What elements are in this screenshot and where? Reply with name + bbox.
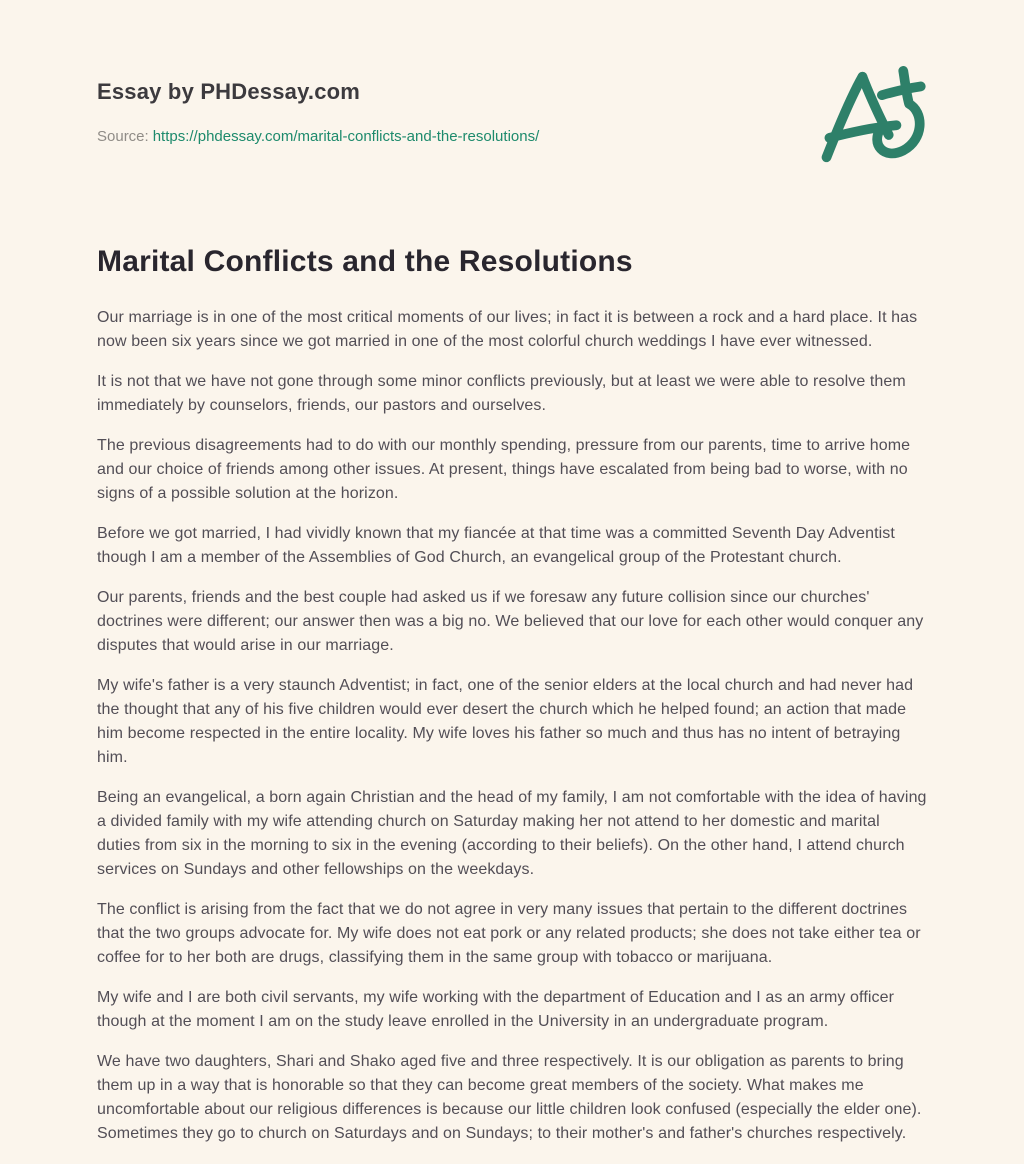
essay-title: Marital Conflicts and the Resolutions bbox=[97, 245, 633, 278]
essay-paragraph: It is not that we have not gone through some minor conflicts previously, but at least we were able to resolve them immediately by counselors, friends, our pastors and ourselves. bbox=[97, 373, 906, 414]
source-label: Source: bbox=[97, 128, 149, 145]
essay-paragraph: The previous disagreements had to do with our monthly spending, pressure from our parents, time to arrive home and our choice of friends among other issues. At present, things have escalated from being bad to worse, with no signs of a possible solution at the horizon. bbox=[97, 437, 911, 502]
essay-paragraph: We have two daughters, Shari and Shako aged five and three respectively. It is our obligation as parents to bring them up in a way that is honorable so that they can become great members of the society. What makes me uncomfortable about our religious differences is because our little children look confused (especially the elder one). Sometimes they go to church on Saturdays and on Sundays; to their mother's and father's churches respectively. bbox=[97, 1053, 922, 1142]
source-link[interactable]: https://phdessay.com/marital-conflicts-and-the-resolutions/ bbox=[152, 128, 540, 145]
essay-paragraph: Before we got married, I had vividly known that my fiancée at that time was a committed Seventh Day Adventist though I am a member of the Assemblies of God Church, an evangelical group of the Protestant church. bbox=[97, 525, 895, 566]
essay-paragraph: My wife and I are both civil servants, my wife working with the department of Education and I as an army officer though at the moment I am on the study leave enrolled in the University in an undergraduate program. bbox=[97, 989, 895, 1030]
essay-paragraph: My wife's father is a very staunch Adventist; in fact, one of the senior elders at the local church and had never had the thought that any of his five children would ever desert the church which he helped found; an action that made him become respected in the entire locality. My wife loves his father so much and thus has no intent of betraying him. bbox=[97, 677, 914, 766]
site-title: Essay by PHDessay.com bbox=[97, 79, 361, 104]
essay-paragraph: Being an evangelical, a born again Christian and the head of my family, I am not comfortable with the idea of having a divided family with my wife attending church on Saturday making her not attend to her domestic and marital duties from six in the morning to six in the evening (according to their beliefs). On the other hand, I attend church services on Sundays and other fellowships on the weekdays. bbox=[97, 789, 927, 878]
phdessay-logo bbox=[819, 66, 937, 168]
essay-body bbox=[97, 306, 927, 1146]
a-plus-logo-icon bbox=[819, 66, 937, 168]
source-line bbox=[97, 126, 539, 148]
page-header bbox=[97, 78, 927, 168]
essay-paragraph: The conflict is arising from the fact that we do not agree in very many issues that pertain to the different doctrines that the two groups advocate for. My wife does not eat pork or any related products; she does not take either tea or coffee for to her both are drugs, classifying them in the same group with tobacco or marijuana. bbox=[97, 901, 921, 966]
essay-paragraph: Our marriage is in one of the most critical moments of our lives; in fact it is between a rock and a hard place. It has now been six years since we got married in one of the most colorful church weddings I have ever witnessed. bbox=[97, 309, 918, 350]
essay-paragraph: Our parents, friends and the best couple had asked us if we foresaw any future collision since our churches' doctrines were different; our answer then was a big no. We believed that our love for each other would conquer any disputes that would arise in our marriage. bbox=[97, 589, 924, 654]
header-left bbox=[97, 78, 539, 148]
